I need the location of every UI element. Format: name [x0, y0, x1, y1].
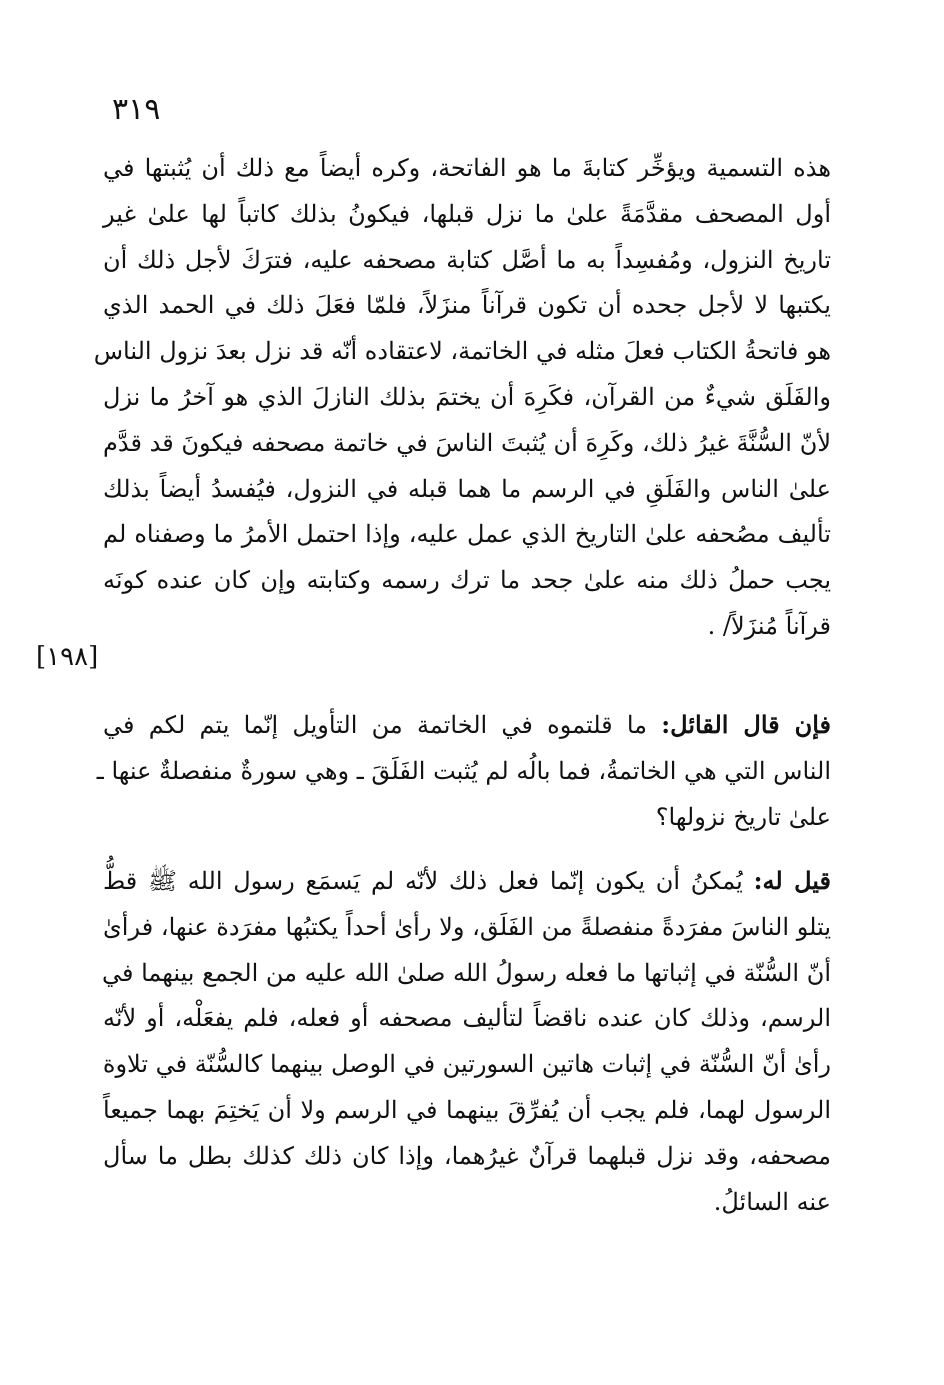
- paragraph-3: [103, 858, 831, 1225]
- text-line: علىٰ الناس والفَلَقِ في الرسم ما هما قبله في النزول، فيُفسدُ أيضاً بذلك: [103, 474, 831, 503]
- text-line: الرسول لهما، فلم يجب أن يُفرِّقَ بينهما في الرسم ولا أن يَختِمَ بهما جميعاً: [103, 1095, 831, 1124]
- paragraph-lead: قيل له:: [753, 866, 831, 895]
- text-line: الرسم، وذلك كان عنده ناقضاً لتأليف مصحفه أو فعله، فلم يفعَلْه، أو لأنّه: [103, 1004, 831, 1033]
- text-line: علىٰ تاريخ نزولها؟: [655, 802, 831, 831]
- text-line: تأليف مصُحفه علىٰ التاريخ الذي عمل عليه، وإذا احتمل الأمرُ ما وصفناه لم: [103, 520, 831, 549]
- text-line: قرآناً مُنزَلاً/ .: [707, 611, 831, 640]
- text-line-content: يُمكنُ أن يكون إنّما فعل ذلك لأنّه لم يَسمَع رسول الله ﷺ قطُّ: [103, 867, 743, 895]
- paragraph-1: [93, 146, 832, 650]
- text-line: يكتبها لا لأجل جحده أن تكون قرآناً منزَلاً، فلمّا فعَلَ ذلك في الحمد الذي: [103, 291, 831, 320]
- margin-reference: [١٩٨]: [36, 642, 99, 672]
- text-line: أول المصحف مقدَّمَةً علىٰ ما نزل قبلها، فيكونُ بذلك كاتباً لها علىٰ غير: [103, 199, 831, 228]
- text-line: يجب حملُ ذلك منه علىٰ جحد ما ترك رسمه وكتابته وإن كان عنده كونَه: [103, 566, 831, 595]
- text-line: [103, 702, 831, 749]
- text-line: يتلو الناسَ مفرَدةً منفصلةً من الفَلَق، ولا رأىٰ أحداً يكتبُها مفرَدة عنها، فرأىٰ: [103, 912, 831, 941]
- text-line: والفَلَق شيءٌ من القرآن، فكَرِهَ أن يختمَ بذلك النازلَ الذي هو آخرُ ما نزل: [103, 382, 831, 411]
- text-line: عنه السائلُ.: [713, 1187, 831, 1216]
- paragraph-2: [96, 702, 831, 840]
- paragraph-lead: فإن قال القائل:: [661, 710, 831, 739]
- text-line: تاريخ النزول، ومُفسِداً به ما أصَّل كتابة مصحفه عليه، فترَكَ لأجل ذلك أن: [103, 245, 831, 274]
- text-line: لأنّ السُّنَّةَ غيرُ ذلك، وكَرِهَ أن يُثبتَ الناسَ في خاتمة مصحفه فيكونَ قد قدَّم: [103, 428, 831, 457]
- text-line: هو فاتحةُ الكتاب فعلَ مثله في الخاتمة، لاعتقاده أنّه قد نزل بعدَ نزول الناس: [93, 337, 831, 366]
- text-line: [103, 858, 831, 905]
- text-line: مصحفه، وقد نزل قبلهما قرآنٌ غيرُهما، وإذا كان ذلك كذلك بطل ما سأل: [103, 1141, 831, 1170]
- page-number: ٣١٩: [112, 92, 161, 127]
- text-line-content: ما قلتموه في الخاتمة من التأويل إنّما يتم لكم في: [103, 711, 648, 739]
- text-line: رأىٰ أنّ السُّنّة في إثبات هاتين السورتين في الوصل بينهما كالسُّنّة في تلاوة: [102, 1050, 831, 1079]
- text-line: الناس التي هي الخاتمةُ، فما بالُه لم يُثبت الفَلَقَ ـ وهي سورةٌ منفصلةٌ عنها ـ: [96, 756, 831, 785]
- text-line: هذه التسمية ويؤخِّر كتابةَ ما هو الفاتحة، وكره أيضاً مع ذلك أن يُثبتها في: [103, 154, 832, 182]
- text-line: أنّ السُّنّة في إثباتها ما فعله رسولُ الله صلىٰ الله عليه من الجمع بينهما في: [101, 958, 831, 987]
